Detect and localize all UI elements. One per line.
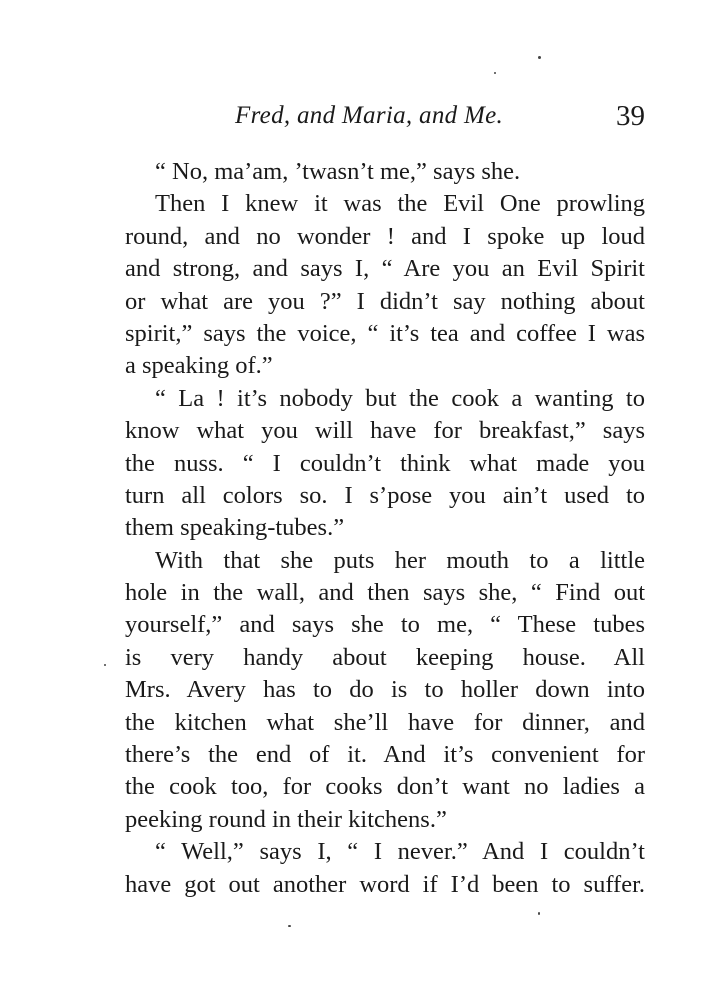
page-number: 39	[616, 100, 645, 132]
body-text	[125, 156, 645, 901]
text-line: yourself,” and says she to me, “ These tubes	[125, 611, 645, 639]
text-line: the nuss. “ I couldn’t think what made you	[125, 449, 645, 477]
running-head	[125, 100, 645, 140]
text-line: round, and no wonder ! and I spoke up loud	[125, 222, 645, 250]
text-line: there’s the end of it. And it’s convenient for	[125, 741, 645, 769]
print-speck	[538, 56, 541, 59]
print-speck	[104, 664, 106, 666]
print-speck	[288, 925, 291, 927]
text-line: the cook too, for cooks don’t want no ladies a	[125, 773, 645, 801]
text-line: “ La ! it’s nobody but the cook a wanting to	[155, 384, 645, 412]
text-line: turn all colors so. I s’pose you ain’t used to	[125, 481, 645, 509]
text-line: spirit,” says the voice, “ it’s tea and coffee I was	[125, 319, 645, 347]
text-line: peeking round in their kitchens.”	[125, 805, 447, 833]
text-line: is very handy about keeping house. All	[125, 643, 645, 671]
print-speck	[538, 912, 540, 915]
text-line: the kitchen what she’ll have for dinner, and	[125, 708, 645, 736]
text-line: know what you will have for breakfast,” says	[125, 417, 645, 445]
text-line: and strong, and says I, “ Are you an Evil Spirit	[125, 255, 645, 283]
text-line: Mrs. Avery has to do is to holler down into	[125, 676, 645, 704]
text-line: “ No, ma’am, ’twasn’t me,” says she.	[155, 158, 521, 185]
text-line: hole in the wall, and then says she, “ Find out	[125, 579, 645, 607]
print-speck	[494, 72, 496, 74]
text-line: Then I knew it was the Evil One prowling	[155, 190, 645, 218]
running-title: Fred, and Maria, and Me.	[235, 102, 504, 129]
text-line: With that she puts her mouth to a little	[155, 546, 645, 574]
text-line: or what are you ?” I didn’t say nothing about	[125, 287, 645, 315]
text-line: have got out another word if I’d been to suffer.	[125, 870, 645, 898]
text-line: a speaking of.”	[125, 352, 273, 380]
text-line: them speaking-tubes.”	[125, 514, 345, 542]
text-line: “ Well,” says I, “ I never.” And I couldn’t	[155, 838, 645, 866]
